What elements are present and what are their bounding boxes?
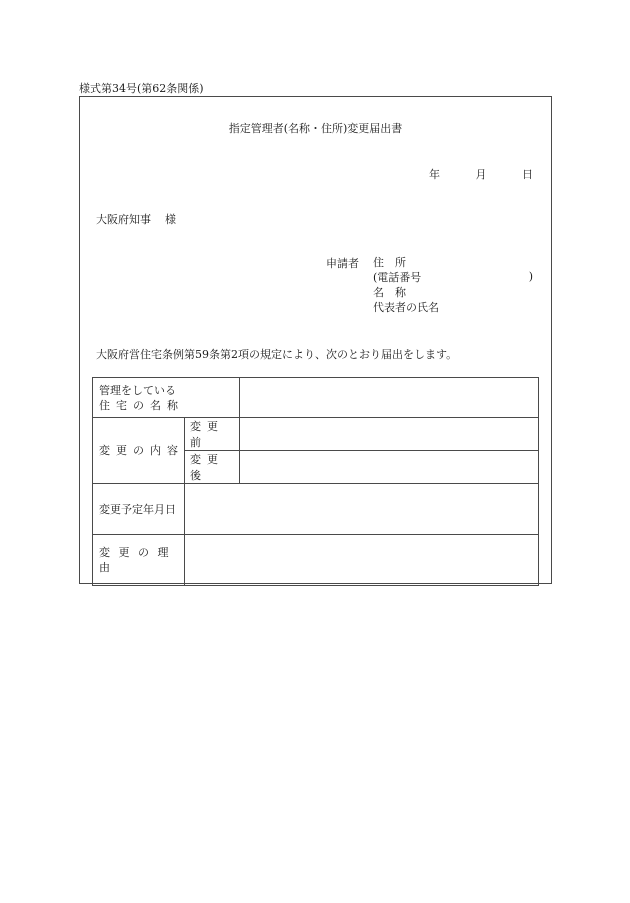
applicant-address-label: 住 所 — [373, 256, 406, 269]
applicant-name-label: 名 称 — [373, 286, 406, 299]
managed-housing-label-cell — [93, 378, 240, 418]
scheduled-date-label: 変更予定年月日 — [93, 484, 185, 535]
reason-label: 変更の理由 — [93, 535, 185, 586]
date-year-label: 年 — [429, 168, 440, 181]
reason-value-cell[interactable] — [185, 535, 539, 586]
applicant-phone-close: ) — [528, 270, 533, 283]
table-row — [93, 418, 539, 451]
form-frame — [79, 96, 552, 584]
change-after-value-cell[interactable] — [240, 451, 539, 484]
managed-housing-value-cell[interactable] — [240, 378, 539, 418]
change-before-value-cell[interactable] — [240, 418, 539, 451]
change-before-label: 変更前 — [185, 418, 240, 451]
applicant-representative-label: 代表者の氏名 — [373, 301, 439, 314]
addressee — [96, 211, 176, 227]
addressee-name: 大阪府知事 — [96, 213, 151, 226]
applicant-fields — [373, 255, 439, 315]
managed-housing-label-line1: 管理をしている — [99, 383, 176, 397]
applicant-phone-label: (電話番号 — [373, 271, 422, 284]
table-row — [93, 535, 539, 586]
form-number: 様式第34号(第62条関係) — [79, 82, 204, 95]
submission-date — [429, 166, 533, 182]
date-day-label: 日 — [522, 168, 533, 181]
applicant-label: 申請者 — [326, 257, 359, 270]
statement-text: 大阪府営住宅条例第59条第2項の規定により、次のとおり届出をします。 — [96, 348, 458, 361]
date-month-label: 月 — [475, 168, 487, 181]
scheduled-date-value-cell[interactable] — [185, 484, 539, 535]
table-row — [93, 484, 539, 535]
document-title: 指定管理者(名称・住所)変更届出書 — [228, 122, 403, 135]
change-after-label: 変更後 — [185, 451, 240, 484]
table-row — [93, 378, 539, 418]
change-content-label: 変更の内容 — [93, 418, 185, 484]
addressee-honorific: 様 — [165, 213, 176, 226]
managed-housing-label-line2: 住宅の名称 — [99, 398, 184, 412]
change-detail-table — [92, 377, 539, 586]
